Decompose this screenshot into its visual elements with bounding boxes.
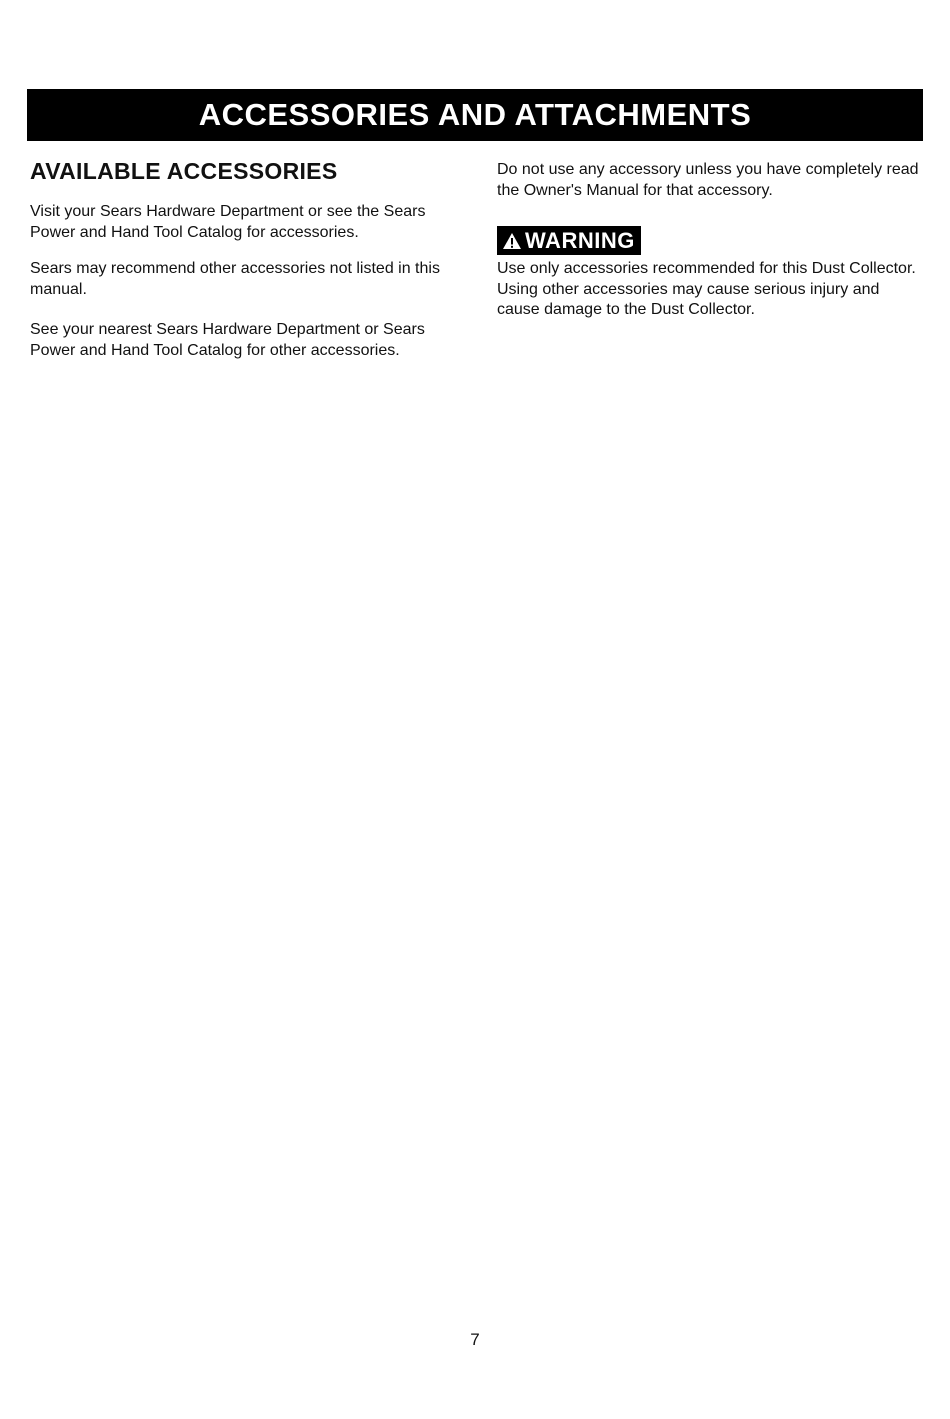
page-title: ACCESSORIES AND ATTACHMENTS	[198, 97, 752, 132]
warning-triangle-icon	[502, 232, 522, 250]
paragraph-recommend-other: Sears may recommend other accessories not listed in this manual.	[30, 260, 440, 298]
page-number: 7	[470, 1330, 480, 1349]
paragraph-visit-sears: Visit your Sears Hardware Department or see the Sears Power and Hand Tool Catalog for accessories.	[30, 203, 426, 241]
warning-label: WARNING	[525, 227, 635, 253]
warning-text: Use only accessories recommended for this Dust Collector. Using other accessories may cause serious injury and cause damage to the Dust Collector.	[497, 260, 916, 318]
available-accessories-heading: AVAILABLE ACCESSORIES	[30, 158, 338, 184]
paragraph-do-not-use: Do not use any accessory unless you have completely read the Owner's Manual for that accessory.	[497, 161, 919, 199]
warning-badge	[497, 226, 641, 255]
paragraph-see-nearest: See your nearest Sears Hardware Department or Sears Power and Hand Tool Catalog for other accessories.	[30, 321, 425, 359]
left-column	[30, 156, 470, 361]
section-title-bar	[27, 89, 923, 141]
right-column	[497, 160, 922, 321]
